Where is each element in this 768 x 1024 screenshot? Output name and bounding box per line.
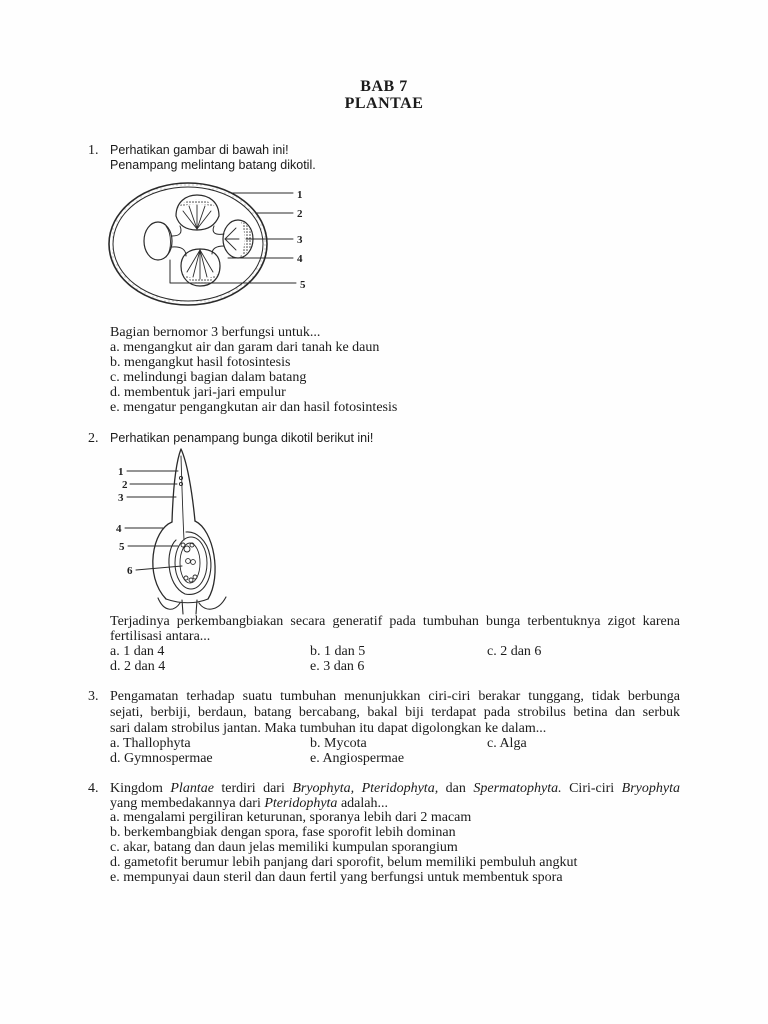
stem-term: Plantae bbox=[170, 781, 214, 796]
stem-cross-section-figure bbox=[104, 176, 326, 310]
flower-section-figure bbox=[106, 446, 236, 614]
figure-label: 1 bbox=[297, 189, 303, 201]
chapter-title: PLANTAE bbox=[344, 95, 424, 112]
option-d: d. membentuk jari-jari empulur bbox=[110, 385, 286, 400]
option-b: b. berkembangbiak dengan spora, fase sporofit lebih dominan bbox=[110, 825, 456, 840]
polar-nucleus bbox=[186, 559, 191, 564]
option-e: e. 3 dan 6 bbox=[310, 659, 365, 674]
option-e: e. mengatur pengangkutan air dan hasil fotosintesis bbox=[110, 400, 398, 415]
egg-cell bbox=[184, 546, 190, 552]
figure-label: 3 bbox=[297, 234, 303, 246]
stem-text: terdiri dari bbox=[213, 781, 293, 796]
figure-label: 2 bbox=[297, 208, 303, 220]
stem-text: dan bbox=[438, 781, 474, 796]
question-prompt-line: Terjadinya perkembangbiakan secara generatif pada tumbuhan bunga terbentuknya zigot karena bbox=[110, 614, 680, 629]
figure-label: 3 bbox=[118, 492, 124, 504]
stem-text: yang membedakannya dari bbox=[110, 796, 265, 811]
question-number: 3. bbox=[88, 689, 99, 704]
stem-text: adalah... bbox=[337, 796, 388, 811]
option-e: e. mempunyai daun steril dan daun fertil yang berfungsi untuk membentuk spora bbox=[110, 870, 563, 885]
vascular-bundle-bottom bbox=[181, 249, 220, 286]
option-a: a. 1 dan 4 bbox=[110, 644, 165, 659]
option-b: b. mengangkut hasil fotosintesis bbox=[110, 355, 291, 370]
question-stem-line: Perhatikan penampang bunga dikotil berikut ini! bbox=[110, 431, 374, 445]
figure-label: 1 bbox=[118, 466, 124, 478]
stem-text: Ciri-ciri bbox=[561, 781, 622, 796]
stem-term: Pteridophyta bbox=[264, 796, 338, 811]
option-a: a. Thallophyta bbox=[110, 736, 191, 751]
receptacle bbox=[158, 597, 226, 614]
option-c: c. Alga bbox=[487, 736, 527, 751]
pollen-tube bbox=[181, 456, 184, 540]
sperm-nucleus bbox=[179, 476, 182, 479]
vascular-bundle-top bbox=[176, 195, 219, 230]
figure-label: 4 bbox=[297, 253, 303, 265]
option-b: b. Mycota bbox=[310, 736, 367, 751]
style-and-stigma bbox=[172, 449, 195, 522]
option-e: e. Angiospermae bbox=[310, 751, 405, 766]
question-stem-line: Pengamatan terhadap suatu tumbuhan menunjukkan ciri-ciri berakar tunggang, tidak berbunga bbox=[110, 689, 680, 704]
figure-label: 4 bbox=[116, 523, 122, 535]
option-c: c. akar, batang dan daun jelas memiliki kumpulan sporangium bbox=[110, 840, 458, 855]
question-stem-line: sari dalam strobilus jantan. Maka tumbuhan itu dapat digolongkan ke dalam... bbox=[110, 721, 547, 736]
synergid bbox=[181, 543, 185, 547]
option-c: c. 2 dan 6 bbox=[487, 644, 542, 659]
question-stem-line: Penampang melintang batang dikotil. bbox=[110, 158, 316, 172]
option-c: c. melindungi bagian dalam batang bbox=[110, 370, 307, 385]
question-number: 1. bbox=[88, 143, 99, 158]
question-stem-line bbox=[110, 781, 680, 796]
question-number: 4. bbox=[88, 781, 99, 796]
stem-text: Kingdom bbox=[110, 781, 171, 796]
polar-nucleus bbox=[191, 560, 196, 565]
question-stem-line bbox=[110, 796, 388, 811]
vascular-bundle-left bbox=[144, 222, 172, 260]
question-number: 2. bbox=[88, 431, 99, 446]
figure-label: 6 bbox=[127, 565, 133, 577]
stem-term: Spermatophyta. bbox=[473, 781, 562, 796]
option-b: b. 1 dan 5 bbox=[310, 644, 366, 659]
antipodal-cell bbox=[193, 575, 197, 579]
stem-term: Bryophyta, Pteridophyta, bbox=[292, 781, 439, 796]
question-stem-line: Perhatikan gambar di bawah ini! bbox=[110, 143, 289, 157]
option-d: d. 2 dan 4 bbox=[110, 659, 166, 674]
option-d: d. gametofit berumur lebih panjang dari sporofit, belum memiliki pembuluh angkut bbox=[110, 855, 578, 870]
figure-label: 2 bbox=[122, 479, 128, 491]
antipodal-cell bbox=[184, 576, 188, 580]
option-d: d. Gymnospermae bbox=[110, 751, 213, 766]
figure-label: 5 bbox=[119, 541, 125, 553]
option-a: a. mengangkut air dan garam dari tanah ke daun bbox=[110, 340, 380, 355]
question-prompt: Bagian bernomor 3 berfungsi untuk... bbox=[110, 325, 321, 340]
question-stem-line: sejati, berbiji, berdaun, batang bercabang, bakal biji terdapat pada strobilus betina dan serbuk bbox=[110, 705, 680, 720]
question-prompt-line: fertilisasi antara... bbox=[110, 629, 211, 644]
antipodal-cell bbox=[189, 578, 193, 582]
stem-term: Bryophyta bbox=[621, 781, 680, 796]
figure-label: 5 bbox=[300, 279, 306, 291]
chapter-label: BAB 7 bbox=[360, 78, 408, 95]
option-a: a. mengalami pergiliran keturunan, sporanya lebih dari 2 macam bbox=[110, 810, 472, 825]
